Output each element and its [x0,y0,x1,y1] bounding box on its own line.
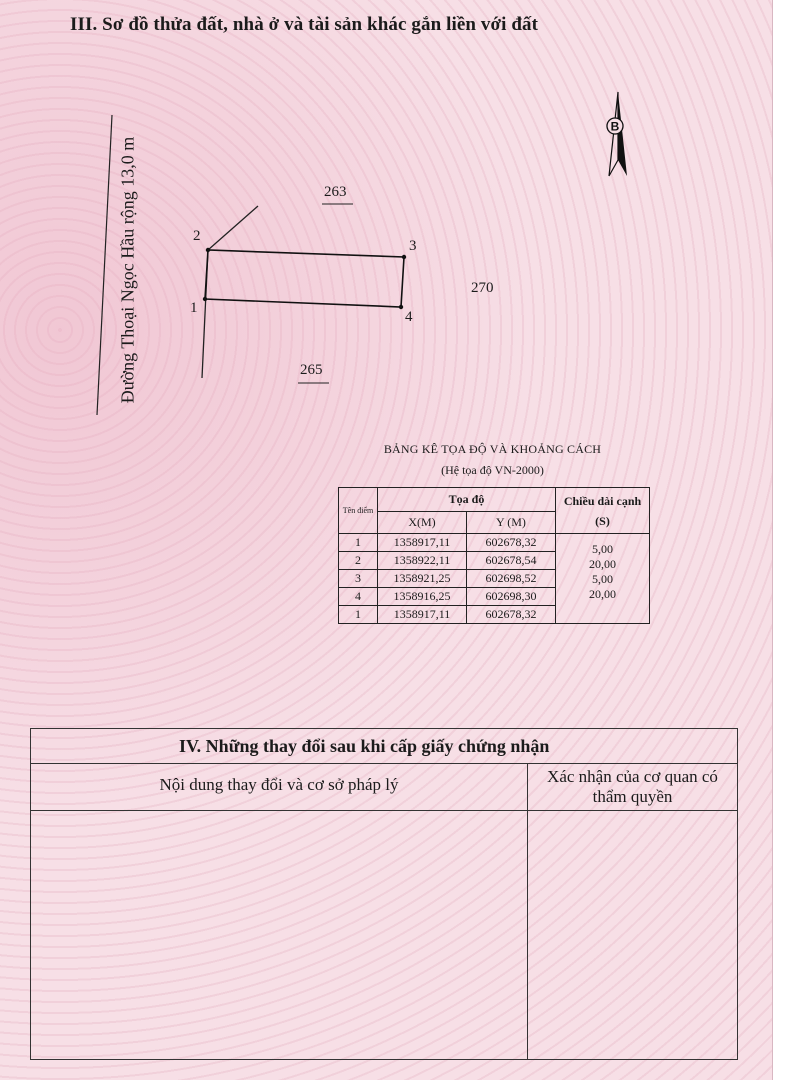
changes-header-row [31,764,737,811]
point-label-2: 2 [193,228,201,244]
cell-y: 602678,54 [467,552,556,570]
boundary-263 [208,206,258,250]
cell-point: 1 [339,606,378,624]
table-row [339,534,650,552]
cell-y: 602698,52 [467,570,556,588]
point-4-marker [399,305,403,309]
cell-y: 602678,32 [467,606,556,624]
point-label-3: 3 [409,238,417,254]
changes-section [30,728,738,1060]
changes-title: IV. Những thay đổi sau khi cấp giấy chứng nhận [31,729,737,764]
cell-y: 602698,30 [467,588,556,606]
col-point-header: Tên điểm [339,488,378,534]
cell-point: 2 [339,552,378,570]
point-2-marker [206,248,210,252]
road-label: Đường Thoại Ngọc Hầu rộng 13,0 m [117,136,138,404]
north-arrow-icon [596,90,636,187]
section-heading: III. Sơ đồ thửa đất, nhà ở và tài sản khác gắn liền với đất [70,14,539,35]
cell-point: 3 [339,570,378,588]
parcel-label-265: 265 [300,362,323,378]
cell-x: 1358922,11 [378,552,467,570]
table-title: BẢNG KÊ TỌA ĐỘ VÀ KHOẢNG CÁCH [383,442,602,456]
length-value: 20,00 [589,557,616,571]
length-cell [556,534,650,624]
north-label: B [610,119,620,134]
parcel-label-263: 263 [324,184,347,200]
parcel-label-270: 270 [471,280,494,296]
coordinates-header: Tọa độ [378,488,556,512]
cell-x: 1358916,25 [378,588,467,606]
point-3-marker [402,255,406,259]
cell-x: 1358917,11 [378,606,467,624]
land-parcel [205,250,404,307]
coordinate-table [338,487,650,624]
cell-x: 1358921,25 [378,570,467,588]
length-value: 5,00 [592,542,613,556]
length-value: 20,00 [589,587,616,601]
road-edge-line [97,115,112,415]
point-1-marker [203,297,207,301]
cell-point: 1 [339,534,378,552]
confirm-column-header: Xác nhận của cơ quan có thẩm quyền [547,767,718,806]
table-subtitle: (Hệ tọa độ VN-2000) [441,463,544,477]
col-y-header: Y (M) [467,512,556,534]
cell-point: 4 [339,588,378,606]
length-header: Chiều dài cạnh (S) [556,488,650,534]
changes-body-row [31,811,737,1059]
point-label-4: 4 [405,309,413,325]
confirm-column-body [528,811,737,1059]
cell-x: 1358917,11 [378,534,467,552]
content-column-body [31,811,528,1059]
length-value: 5,00 [592,572,613,586]
point-label-1: 1 [190,300,198,316]
cell-y: 602678,32 [467,534,556,552]
col-x-header: X(M) [378,512,467,534]
content-column-header: Nội dung thay đổi và cơ sở pháp lý [31,764,528,810]
